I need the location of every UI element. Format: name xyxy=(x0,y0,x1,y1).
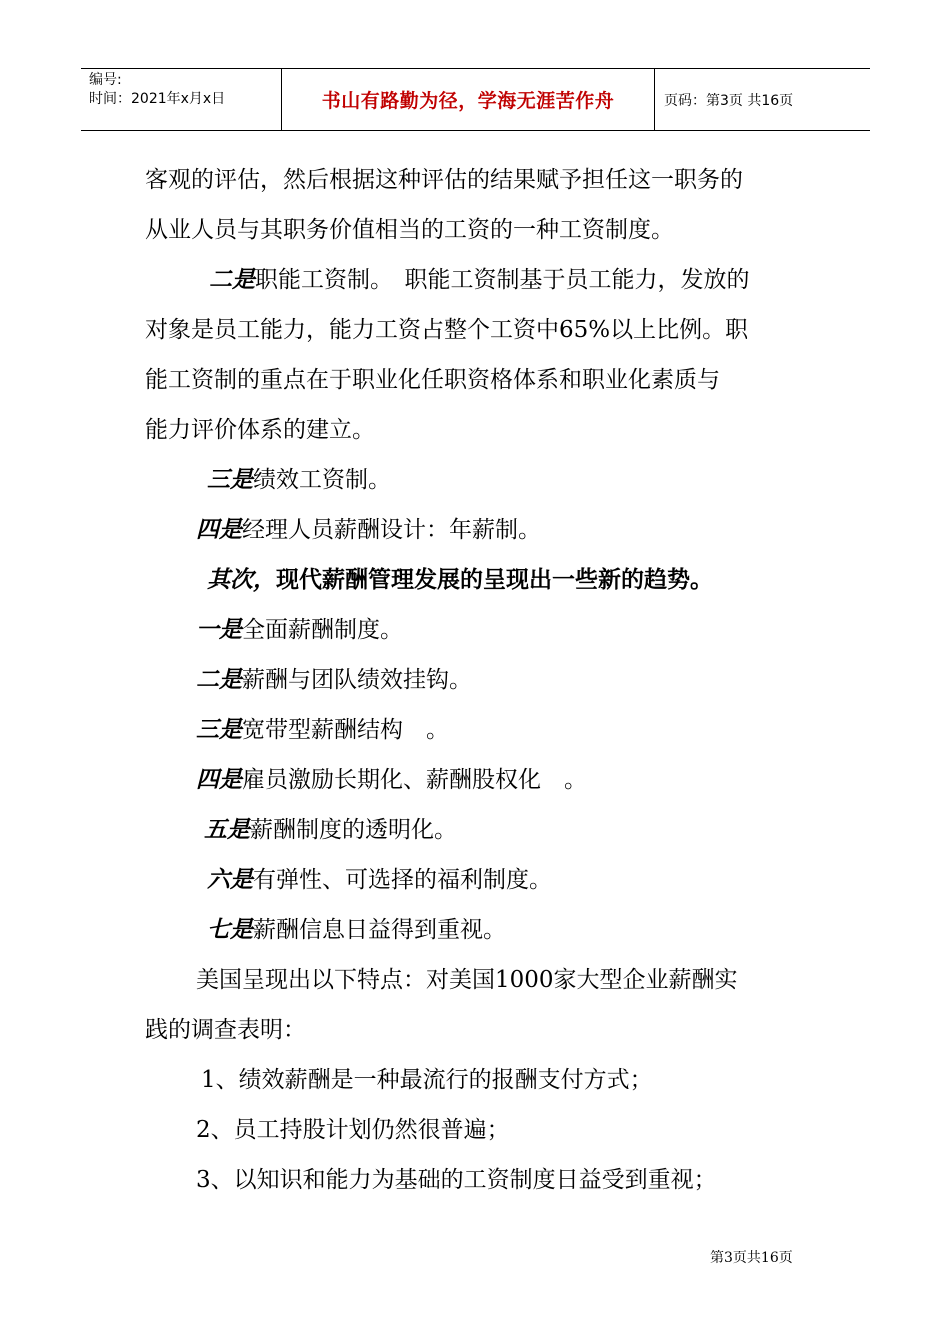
list-keyword: 二是 xyxy=(209,266,255,293)
list-item xyxy=(196,715,449,745)
list-text: 职能工资制。 职能工资制基于员工能力，发放的 xyxy=(255,267,750,293)
list-text: 薪酬制度的透明化。 xyxy=(250,817,457,843)
list-keyword: 三是 xyxy=(207,466,253,493)
header-page-number: 页码：第3页 共16页 xyxy=(664,92,794,109)
list-keyword: 三是 xyxy=(196,716,242,743)
paragraph-line: 对象是员工能力，能力工资占整个工资中65%以上比例。职 xyxy=(145,317,749,343)
list-item xyxy=(196,665,472,695)
list-text: 薪酬与团队绩效挂钩。 xyxy=(242,667,472,693)
list-keyword: 七是 xyxy=(207,916,253,943)
paragraph-line: 能工资制的重点在于职业化任职资格体系和职业化素质与 xyxy=(145,367,720,393)
page-header xyxy=(81,68,870,131)
page-footer-number: 第3页共16页 xyxy=(710,1250,793,1266)
list-item xyxy=(207,865,552,895)
paragraph-line xyxy=(209,265,750,295)
paragraph-line: 客观的评估，然后根据这种评估的结果赋予担任这一职务的 xyxy=(145,167,743,193)
section-heading-text: 现代薪酬管理发展的呈现出一些新的趋势。 xyxy=(276,566,713,593)
numbered-item: 2、员工持股计划仍然很普遍； xyxy=(196,1117,510,1143)
list-item xyxy=(204,815,457,845)
list-keyword: 六是 xyxy=(207,866,253,893)
list-keyword: 一是 xyxy=(196,616,242,643)
list-item xyxy=(207,465,391,495)
list-text: 薪酬信息日益得到重视。 xyxy=(253,917,506,943)
document-number-label: 编号: xyxy=(89,72,122,88)
list-keyword: 二是 xyxy=(196,666,242,693)
numbered-item: 1、绩效薪酬是一种最流行的报酬支付方式； xyxy=(201,1067,653,1093)
numbered-item: 3、以知识和能力为基础的工资制度日益受到重视； xyxy=(196,1167,717,1193)
header-motto-cell xyxy=(282,69,655,130)
paragraph-line: 能力评价体系的建立。 xyxy=(145,417,375,443)
list-text: 经理人员薪酬设计：年薪制。 xyxy=(242,517,541,543)
list-keyword: 四是 xyxy=(196,516,242,543)
header-meta xyxy=(81,69,282,130)
list-text: 绩效工资制。 xyxy=(253,467,391,493)
list-text: 全面薪酬制度。 xyxy=(242,617,403,643)
list-text: 宽带型薪酬结构 。 xyxy=(242,717,449,743)
list-item xyxy=(196,615,403,645)
header-motto: 书山有路勤为径，学海无涯苦作舟 xyxy=(321,90,615,112)
header-page-cell xyxy=(655,69,870,130)
list-item xyxy=(207,915,506,945)
list-item xyxy=(196,765,587,795)
list-text: 雇员激励长期化、薪酬股权化 。 xyxy=(242,767,587,793)
list-item xyxy=(196,515,541,545)
section-heading-keyword: 其次， xyxy=(207,566,276,593)
section-heading xyxy=(207,565,713,595)
paragraph-line: 从业人员与其职务价值相当的工资的一种工资制度。 xyxy=(145,217,674,243)
list-text: 有弹性、可选择的福利制度。 xyxy=(253,867,552,893)
document-time-label: 时间：2021年x月x日 xyxy=(89,91,226,107)
list-keyword: 四是 xyxy=(196,766,242,793)
paragraph-line: 美国呈现出以下特点：对美国1000家大型企业薪酬实 xyxy=(196,967,738,993)
paragraph-line: 践的调查表明： xyxy=(145,1017,306,1043)
list-keyword: 五是 xyxy=(204,816,250,843)
